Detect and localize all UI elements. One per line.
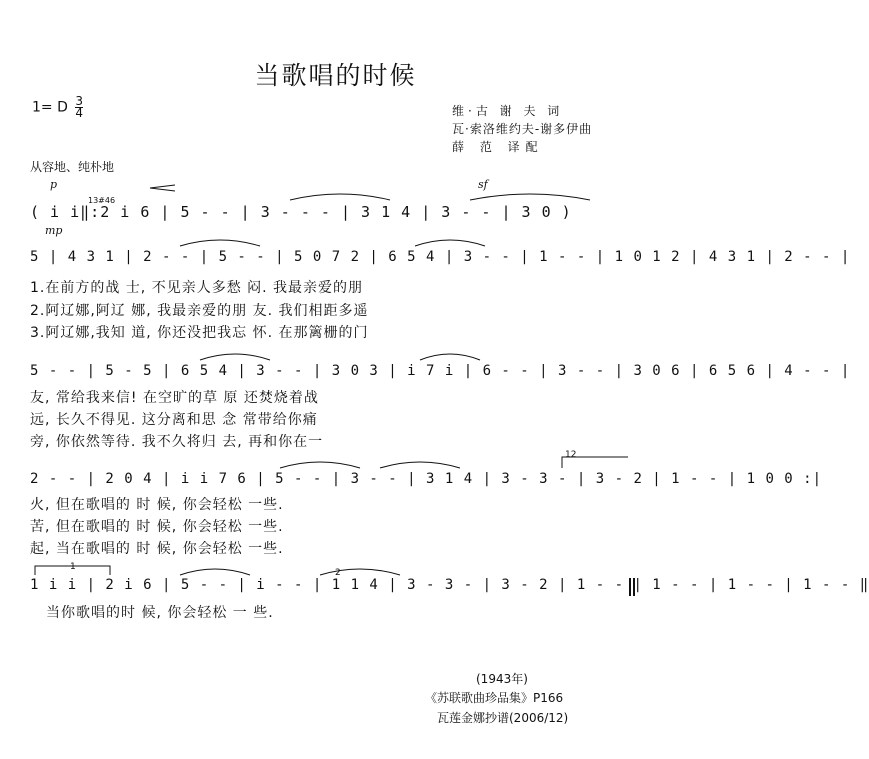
- slur-s4-a: [180, 569, 250, 575]
- slur-s2-a: [200, 354, 270, 360]
- slur-s3-b: [380, 462, 460, 468]
- volta-endings-label: 12: [565, 450, 577, 460]
- volta-bracket: [562, 457, 628, 468]
- time-numerator: 3: [75, 94, 83, 108]
- slur-s3-a: [280, 462, 360, 468]
- final-barline: [630, 578, 634, 596]
- notation-system-4: 1 i i | 2 i 6 | 5 - - | i - - | 1 1 4 | 3 - 3 - | 3 - 2 | 1 - - | 1 - - | 1 - - | 1 - - ‖: [30, 577, 869, 593]
- dynamic-sforzando: sf: [478, 178, 488, 191]
- slur-s2-b: [420, 354, 480, 360]
- lyric-verse-3-line-2: 旁, 你依然等待. 我不久将归 去, 再和你在一: [30, 434, 324, 450]
- dynamic-mezzo-piano: mp: [45, 224, 63, 237]
- notation-system-1: 5 | 4 3 1 | 2 - - | 5 - - | 5 0 7 2 | 6 5 4 | 3 - - | 1 - - | 1 0 1 2 | 4 3 1 | 2 - - |: [30, 249, 851, 265]
- lyric-verse-3-line-3: 起, 当在歌唱的 时 候, 你会轻松 一些.: [30, 541, 284, 557]
- notation-system-2: 5 - - | 5 - 5 | 6 5 4 | 3 - - | 3 0 3 | i 7 i | 6 - - | 3 - - | 3 0 6 | 6 5 6 | 4 - - |: [30, 363, 851, 379]
- duplet-label: 2: [335, 568, 341, 578]
- footer-source: 《苏联歌曲珍品集》P166: [425, 691, 564, 705]
- slur-s1-b: [415, 240, 485, 246]
- lyric-verse-2-line-2: 远, 长久不得见. 这分离和思 念 常带给你痛: [30, 412, 318, 428]
- lyric-coda: 当你歌唱的时 候, 你会轻松 一 些.: [46, 605, 274, 621]
- page-title: 当歌唱的时候: [254, 61, 417, 90]
- key-label: 1= D: [32, 99, 68, 116]
- slur-intro: [290, 194, 390, 200]
- notation-system-3: 2 - - | 2 0 4 | i i 7 6 | 5 - - | 3 - - | 3 1 4 | 3 - 3 - | 3 - 2 | 1 - - | 1 0 0 :|: [30, 471, 823, 487]
- slur-s1-a: [180, 240, 260, 246]
- lyricist-credit: 维·古 谢 夫 词: [452, 104, 564, 118]
- translator-credit: 薛 范 译配: [452, 140, 544, 154]
- notation-intro: ( i i‖:2 i 6 | 5 - - | 3 - - - | 3 1 4 | 3 - - | 3 0 ): [30, 203, 572, 221]
- lyric-verse-1-line-3: 火, 但在歌唱的 时 候, 你会轻松 一些.: [30, 497, 284, 513]
- lyric-verse-2-line-1: 2.阿辽娜,阿辽 娜, 我最亲爱的朋 友. 我们相距多遥: [30, 303, 369, 319]
- dynamic-piano: p: [50, 178, 58, 191]
- lyric-verse-2-line-3: 苦, 但在歌唱的 时 候, 你会轻松 一些.: [30, 519, 284, 535]
- triplet-label: 1: [70, 562, 76, 572]
- composer-credit: 瓦·索洛维约夫-谢多伊曲: [452, 122, 593, 136]
- lyric-verse-1-line-1: 1.在前方的战 士, 不见亲人多愁 闷. 我最亲爱的朋: [30, 280, 364, 296]
- triplet-bracket: [35, 566, 110, 575]
- tempo-marking: 从容地、纯朴地: [30, 160, 115, 174]
- footer-year: (1943年): [476, 672, 528, 686]
- time-denominator: 4: [75, 106, 83, 120]
- lyric-verse-3-line-1: 3.阿辽娜,我知 道, 你还没把我忘 怀. 在那篱栅的门: [30, 325, 369, 341]
- footer-copyist: 瓦莲金娜抄谱(2006/12): [437, 711, 569, 725]
- crescendo-hairpin: [150, 185, 175, 191]
- lyric-verse-1-line-2: 友, 常给我来信! 在空旷的草 原 还焚烧着战: [30, 390, 319, 406]
- grace-notes: 13#46: [88, 196, 116, 205]
- slur-s4-b: [320, 569, 400, 575]
- slur-intro-2: [470, 194, 590, 200]
